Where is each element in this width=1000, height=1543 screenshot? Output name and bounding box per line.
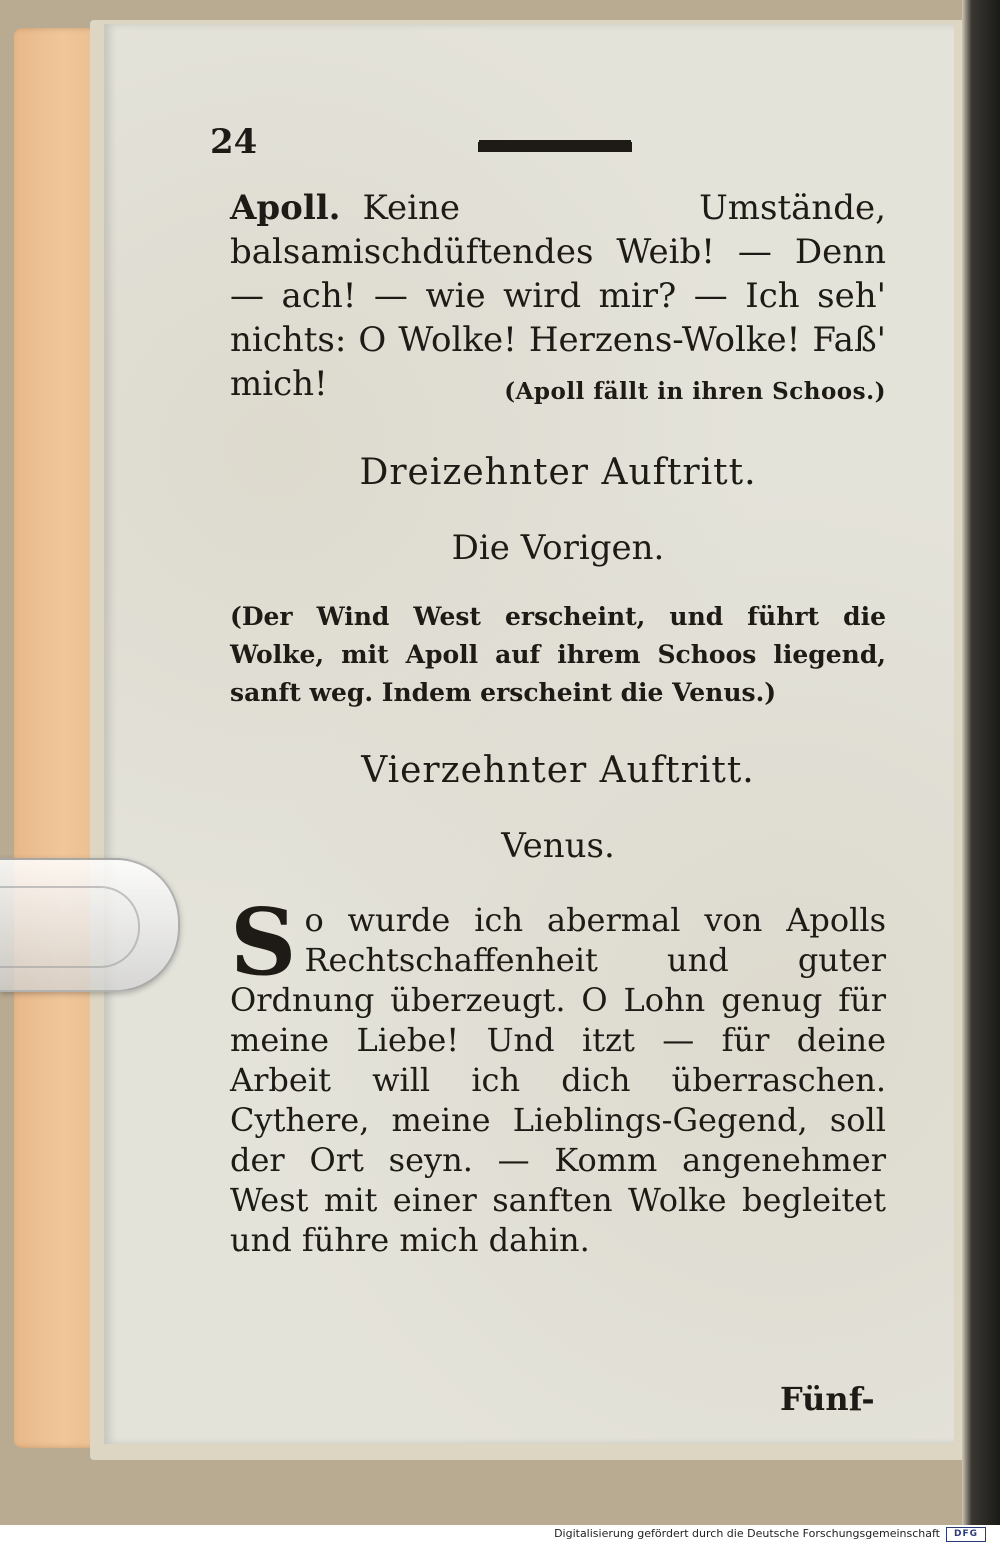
scene-heading: Vierzehnter Auftritt. bbox=[361, 750, 755, 791]
page-number: 24 bbox=[210, 122, 258, 162]
scanner-edge bbox=[962, 0, 1000, 1525]
drop-cap: S bbox=[230, 888, 297, 996]
scene-heading: Dreizehnter Auftritt. bbox=[359, 452, 757, 493]
scene-cast: Die Vorigen. bbox=[451, 528, 665, 568]
page-clip bbox=[0, 858, 180, 992]
footer-credit: Digitalisierung gefördert durch die Deutsche Forschungsgemeinschaft bbox=[554, 1527, 940, 1540]
stage-direction-block: (Der Wind West erscheint, und führt die Wolke, mit Apoll auf ihrem Schoos liegend, sanft weg. Indem erscheint die Venus.) bbox=[230, 602, 886, 707]
speaker-name: Apoll. bbox=[230, 188, 341, 228]
catchword: Fünf- bbox=[780, 1380, 875, 1418]
speech-venus bbox=[230, 888, 886, 1260]
page-clip-inner bbox=[0, 886, 140, 968]
header-rule bbox=[478, 142, 632, 152]
scene-cast: Venus. bbox=[501, 826, 615, 866]
stage-direction: (Apoll fällt in ihren Schoos.) bbox=[504, 378, 886, 405]
dfg-logo-icon: DFG bbox=[946, 1527, 986, 1542]
speech-text: o wurde ich abermal von Apolls Rechtschaffenheit und guter Ordnung überzeugt. O Lohn genug für meine Liebe! Und itzt — für deine Arbeit will ich dich überraschen. Cythere, meine Lieblings-Gegend, soll der Ort seyn. — Komm angenehmer West mit einer sanften Wolke begleitet und führe mich dahin. bbox=[230, 901, 886, 1259]
speech-text: Keine Umstände, balsamischdüftendes Weib! — Denn — ach! — wie wird mir? — Ich seh' nichts: O Wolke! Herzens-Wolke! Faß' mich! bbox=[230, 188, 886, 404]
speech-apoll bbox=[230, 186, 886, 406]
